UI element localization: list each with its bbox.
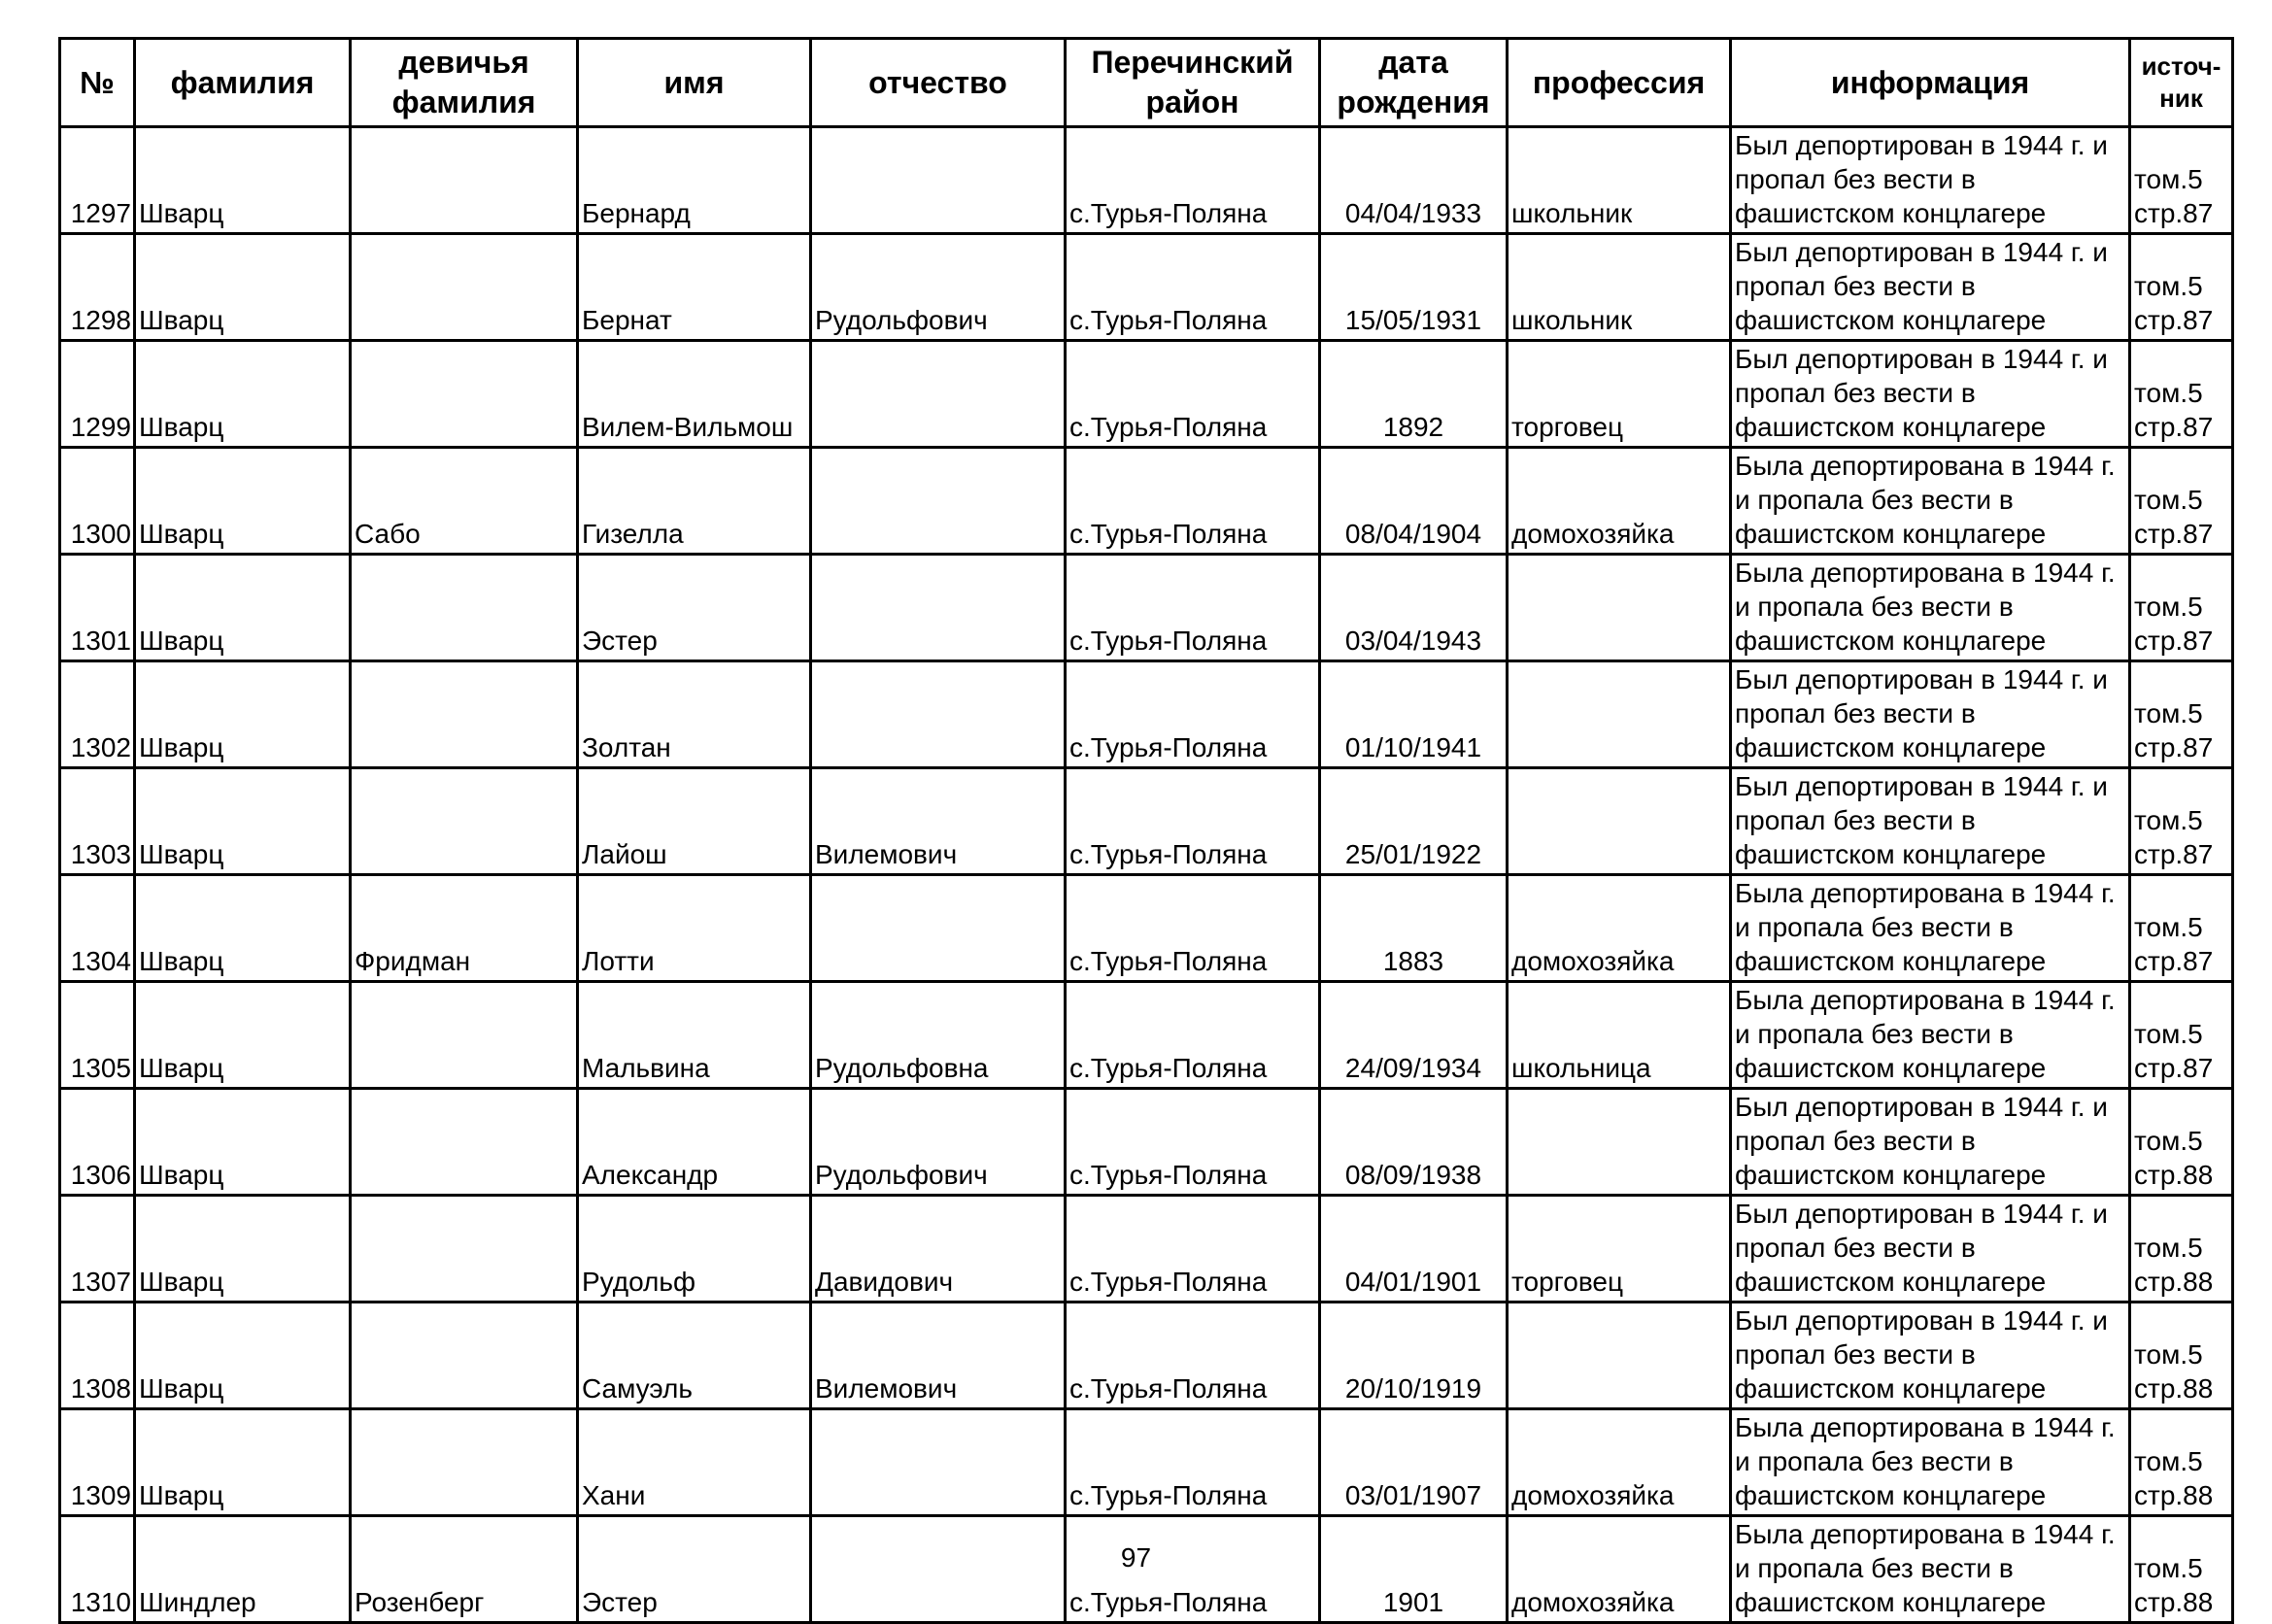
cell-source: том.5 стр.88 bbox=[2130, 1516, 2233, 1623]
cell-birthdate: 03/01/1907 bbox=[1320, 1409, 1508, 1516]
cell-birthdate: 01/10/1941 bbox=[1320, 661, 1508, 768]
cell-info: Была депортирована в 1944 г. и пропала без вести в фашистском концлагере bbox=[1731, 1516, 2130, 1623]
cell-name: Самуэль bbox=[578, 1303, 811, 1409]
cell-num: 1310 bbox=[60, 1516, 135, 1623]
cell-name: Бернат bbox=[578, 234, 811, 341]
cell-patronymic bbox=[811, 448, 1066, 555]
table-row bbox=[60, 234, 2233, 341]
cell-place: с.Турья-Поляна bbox=[1066, 127, 1320, 234]
cell-info: Был депортирован в 1944 г. и пропал без вести в фашистском концлагере bbox=[1731, 1196, 2130, 1303]
cell-maiden-name: Сабо bbox=[351, 448, 578, 555]
cell-place: с.Турья-Поляна bbox=[1066, 1516, 1320, 1623]
header-name: имя bbox=[578, 39, 811, 127]
header-row bbox=[60, 39, 2233, 127]
cell-profession bbox=[1508, 768, 1731, 875]
cell-patronymic bbox=[811, 1409, 1066, 1516]
cell-maiden-name: Фридман bbox=[351, 875, 578, 982]
cell-birthdate: 1901 bbox=[1320, 1516, 1508, 1623]
cell-source: том.5 стр.88 bbox=[2130, 1409, 2233, 1516]
cell-maiden-name bbox=[351, 982, 578, 1089]
cell-info: Был депортирован в 1944 г. и пропал без вести в фашистском концлагере bbox=[1731, 1303, 2130, 1409]
cell-birthdate: 25/01/1922 bbox=[1320, 768, 1508, 875]
cell-place: с.Турья-Поляна bbox=[1066, 234, 1320, 341]
cell-info: Был депортирован в 1944 г. и пропал без вести в фашистском концлагере bbox=[1731, 127, 2130, 234]
cell-source: том.5 стр.88 bbox=[2130, 1089, 2233, 1196]
cell-birthdate: 1892 bbox=[1320, 341, 1508, 448]
cell-profession bbox=[1508, 661, 1731, 768]
cell-patronymic bbox=[811, 661, 1066, 768]
cell-surname: Шварц bbox=[135, 1303, 351, 1409]
table-row bbox=[60, 1089, 2233, 1196]
cell-profession bbox=[1508, 1303, 1731, 1409]
cell-maiden-name bbox=[351, 555, 578, 661]
cell-profession: домохозяйка bbox=[1508, 875, 1731, 982]
cell-surname: Шварц bbox=[135, 555, 351, 661]
cell-birthdate: 03/04/1943 bbox=[1320, 555, 1508, 661]
cell-name: Лотти bbox=[578, 875, 811, 982]
cell-birthdate: 04/01/1901 bbox=[1320, 1196, 1508, 1303]
cell-profession: домохозяйка bbox=[1508, 448, 1731, 555]
cell-info: Был депортирован в 1944 г. и пропал без вести в фашистском концлагере bbox=[1731, 341, 2130, 448]
table-row bbox=[60, 127, 2233, 234]
cell-surname: Шиндлер bbox=[135, 1516, 351, 1623]
cell-maiden-name bbox=[351, 127, 578, 234]
cell-surname: Шварц bbox=[135, 982, 351, 1089]
table-row bbox=[60, 555, 2233, 661]
cell-birthdate: 08/09/1938 bbox=[1320, 1089, 1508, 1196]
cell-num: 1308 bbox=[60, 1303, 135, 1409]
cell-surname: Шварц bbox=[135, 1409, 351, 1516]
cell-place: с.Турья-Поляна bbox=[1066, 1089, 1320, 1196]
cell-place: с.Турья-Поляна bbox=[1066, 341, 1320, 448]
cell-profession: школьник bbox=[1508, 127, 1731, 234]
table-row bbox=[60, 1303, 2233, 1409]
victims-table bbox=[58, 37, 2234, 1624]
cell-surname: Шварц bbox=[135, 127, 351, 234]
cell-maiden-name bbox=[351, 234, 578, 341]
table-row bbox=[60, 1409, 2233, 1516]
table-row bbox=[60, 768, 2233, 875]
cell-birthdate: 08/04/1904 bbox=[1320, 448, 1508, 555]
cell-profession: домохозяйка bbox=[1508, 1516, 1731, 1623]
cell-num: 1304 bbox=[60, 875, 135, 982]
cell-source: том.5 стр.87 bbox=[2130, 448, 2233, 555]
cell-profession: школьник bbox=[1508, 234, 1731, 341]
header-district: Перечинский район bbox=[1066, 39, 1320, 127]
cell-patronymic bbox=[811, 555, 1066, 661]
cell-source: том.5 стр.87 bbox=[2130, 555, 2233, 661]
cell-info: Была депортирована в 1944 г. и пропала без вести в фашистском концлагере bbox=[1731, 982, 2130, 1089]
cell-maiden-name bbox=[351, 1409, 578, 1516]
header-patronymic: отчество bbox=[811, 39, 1066, 127]
cell-name: Золтан bbox=[578, 661, 811, 768]
cell-info: Была депортирована в 1944 г. и пропала без вести в фашистском концлагере bbox=[1731, 555, 2130, 661]
cell-maiden-name bbox=[351, 1303, 578, 1409]
cell-info: Была депортирована в 1944 г. и пропала без вести в фашистском концлагере bbox=[1731, 1409, 2130, 1516]
cell-maiden-name bbox=[351, 1089, 578, 1196]
cell-num: 1300 bbox=[60, 448, 135, 555]
cell-source: том.5 стр.87 bbox=[2130, 234, 2233, 341]
cell-info: Был депортирован в 1944 г. и пропал без вести в фашистском концлагере bbox=[1731, 768, 2130, 875]
cell-num: 1298 bbox=[60, 234, 135, 341]
table-row bbox=[60, 1196, 2233, 1303]
page-number: 97 bbox=[1120, 1542, 1152, 1573]
cell-source: том.5 стр.88 bbox=[2130, 1196, 2233, 1303]
cell-num: 1303 bbox=[60, 768, 135, 875]
cell-name: Эстер bbox=[578, 555, 811, 661]
cell-patronymic: Вилемович bbox=[811, 1303, 1066, 1409]
cell-surname: Шварц bbox=[135, 234, 351, 341]
cell-surname: Шварц bbox=[135, 875, 351, 982]
cell-surname: Шварц bbox=[135, 768, 351, 875]
cell-name: Лайош bbox=[578, 768, 811, 875]
cell-num: 1299 bbox=[60, 341, 135, 448]
cell-place: с.Турья-Поляна bbox=[1066, 661, 1320, 768]
table-row bbox=[60, 875, 2233, 982]
cell-maiden-name bbox=[351, 341, 578, 448]
cell-info: Был депортирован в 1944 г. и пропал без вести в фашистском концлагере bbox=[1731, 234, 2130, 341]
cell-patronymic: Рудольфовна bbox=[811, 982, 1066, 1089]
header-birthdate: дата рождения bbox=[1320, 39, 1508, 127]
header-source: источ- ник bbox=[2130, 39, 2233, 127]
header-profession: профессия bbox=[1508, 39, 1731, 127]
cell-place: с.Турья-Поляна bbox=[1066, 555, 1320, 661]
cell-profession bbox=[1508, 555, 1731, 661]
cell-surname: Шварц bbox=[135, 341, 351, 448]
cell-name: Мальвина bbox=[578, 982, 811, 1089]
cell-patronymic bbox=[811, 875, 1066, 982]
cell-num: 1309 bbox=[60, 1409, 135, 1516]
cell-source: том.5 стр.87 bbox=[2130, 982, 2233, 1089]
cell-place: с.Турья-Поляна bbox=[1066, 1303, 1320, 1409]
cell-num: 1305 bbox=[60, 982, 135, 1089]
cell-place: с.Турья-Поляна bbox=[1066, 1196, 1320, 1303]
cell-birthdate: 15/05/1931 bbox=[1320, 234, 1508, 341]
table-row bbox=[60, 448, 2233, 555]
cell-place: с.Турья-Поляна bbox=[1066, 1409, 1320, 1516]
header-maiden-name: девичья фамилия bbox=[351, 39, 578, 127]
cell-maiden-name: Розенберг bbox=[351, 1516, 578, 1623]
cell-num: 1297 bbox=[60, 127, 135, 234]
cell-patronymic: Давидович bbox=[811, 1196, 1066, 1303]
cell-name: Бернард bbox=[578, 127, 811, 234]
cell-num: 1302 bbox=[60, 661, 135, 768]
cell-source: том.5 стр.88 bbox=[2130, 1303, 2233, 1409]
cell-place: с.Турья-Поляна bbox=[1066, 982, 1320, 1089]
cell-info: Был депортирован в 1944 г. и пропал без вести в фашистском концлагере bbox=[1731, 1089, 2130, 1196]
cell-patronymic: Вилемович bbox=[811, 768, 1066, 875]
cell-maiden-name bbox=[351, 768, 578, 875]
cell-source: том.5 стр.87 bbox=[2130, 127, 2233, 234]
cell-name: Хани bbox=[578, 1409, 811, 1516]
cell-birthdate: 20/10/1919 bbox=[1320, 1303, 1508, 1409]
cell-profession bbox=[1508, 1089, 1731, 1196]
cell-info: Была депортирована в 1944 г. и пропала без вести в фашистском концлагере bbox=[1731, 875, 2130, 982]
cell-name: Эстер bbox=[578, 1516, 811, 1623]
cell-birthdate: 1883 bbox=[1320, 875, 1508, 982]
cell-num: 1307 bbox=[60, 1196, 135, 1303]
cell-birthdate: 04/04/1933 bbox=[1320, 127, 1508, 234]
header-info: информация bbox=[1731, 39, 2130, 127]
cell-source: том.5 стр.87 bbox=[2130, 341, 2233, 448]
cell-patronymic: Рудольфович bbox=[811, 234, 1066, 341]
cell-info: Был депортирован в 1944 г. и пропал без вести в фашистском концлагере bbox=[1731, 661, 2130, 768]
cell-source: том.5 стр.87 bbox=[2130, 875, 2233, 982]
table-row bbox=[60, 982, 2233, 1089]
cell-patronymic bbox=[811, 127, 1066, 234]
cell-surname: Шварц bbox=[135, 661, 351, 768]
cell-patronymic bbox=[811, 341, 1066, 448]
cell-profession: домохозяйка bbox=[1508, 1409, 1731, 1516]
cell-profession: торговец bbox=[1508, 341, 1731, 448]
cell-info: Была депортирована в 1944 г. и пропала без вести в фашистском концлагере bbox=[1731, 448, 2130, 555]
cell-source: том.5 стр.87 bbox=[2130, 768, 2233, 875]
cell-place: с.Турья-Поляна bbox=[1066, 448, 1320, 555]
cell-name: Александр bbox=[578, 1089, 811, 1196]
cell-place: с.Турья-Поляна bbox=[1066, 875, 1320, 982]
cell-num: 1306 bbox=[60, 1089, 135, 1196]
cell-maiden-name bbox=[351, 661, 578, 768]
cell-num: 1301 bbox=[60, 555, 135, 661]
header-num: № bbox=[60, 39, 135, 127]
cell-name: Вилем-Вильмош bbox=[578, 341, 811, 448]
cell-name: Гизелла bbox=[578, 448, 811, 555]
cell-surname: Шварц bbox=[135, 448, 351, 555]
cell-birthdate: 24/09/1934 bbox=[1320, 982, 1508, 1089]
cell-name: Рудольф bbox=[578, 1196, 811, 1303]
cell-surname: Шварц bbox=[135, 1196, 351, 1303]
cell-surname: Шварц bbox=[135, 1089, 351, 1196]
cell-source: том.5 стр.87 bbox=[2130, 661, 2233, 768]
cell-profession: торговец bbox=[1508, 1196, 1731, 1303]
cell-maiden-name bbox=[351, 1196, 578, 1303]
header-surname: фамилия bbox=[135, 39, 351, 127]
cell-patronymic: Рудольфович bbox=[811, 1089, 1066, 1196]
table-row bbox=[60, 341, 2233, 448]
table-row bbox=[60, 661, 2233, 768]
cell-profession: школьница bbox=[1508, 982, 1731, 1089]
cell-place: с.Турья-Поляна bbox=[1066, 768, 1320, 875]
